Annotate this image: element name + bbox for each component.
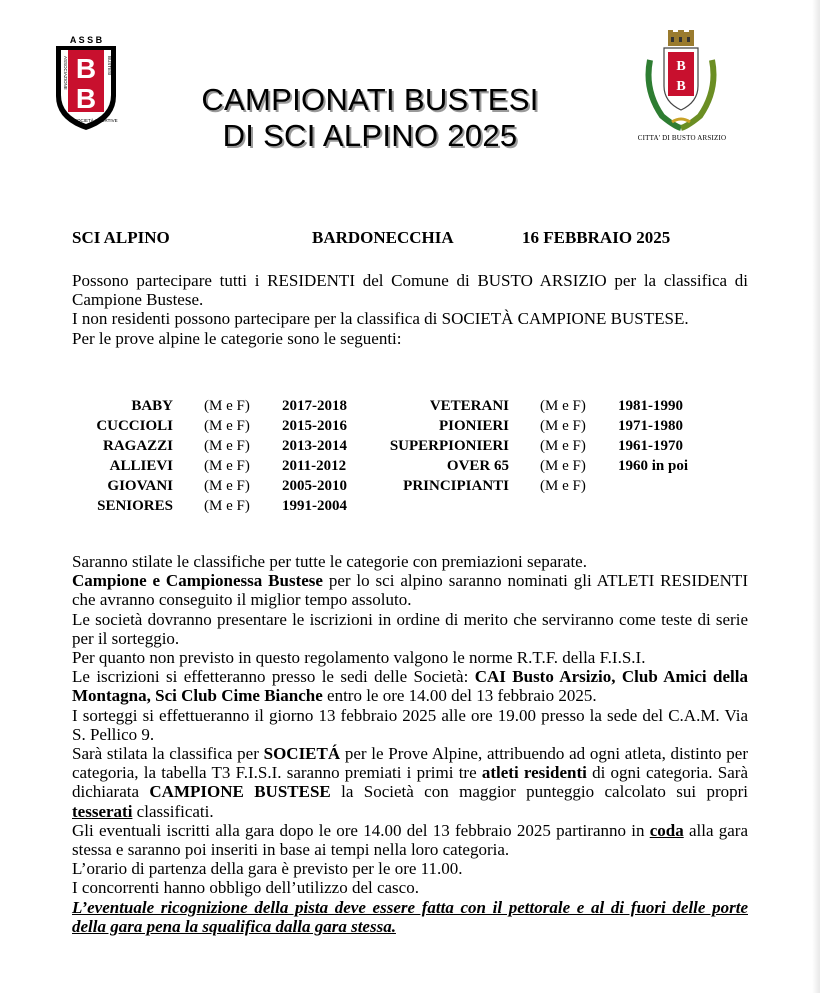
intro-line-1: Possono partecipare tutti i RESIDENTI del Comune di BUSTO ARSIZIO per la classifica di Campione Bustese. — [72, 271, 748, 310]
rule-7-text-c: di ogni categoria. Sarà dichiarata — [72, 763, 748, 802]
rule-2-text: per lo sci alpino saranno nominati gli ATLETI RESIDENTI che avranno conseguito il miglior tempo assoluto. — [72, 571, 748, 610]
category-gender-left — [204, 396, 250, 516]
category-gender: (M e F) — [204, 498, 250, 514]
busto-arsizio-crest — [640, 30, 722, 148]
rule-8-bold: coda — [649, 820, 684, 840]
category-gender: (M e F) — [204, 458, 250, 474]
category-gender: (M e F) — [540, 438, 586, 454]
rule-5 — [72, 667, 748, 705]
discipline-label: SCI ALPINO — [72, 228, 170, 247]
intro-line-2: I non residenti possono partecipare per la classifica di SOCIETÀ CAMPIONE BUSTESE. — [72, 309, 689, 329]
category-names-left — [80, 396, 173, 516]
category-name: PIONIERI — [438, 418, 509, 434]
category-years: 2015-2016 — [282, 418, 347, 434]
rule-2-bold: Campione e Campionessa Bustese — [72, 571, 323, 591]
rule-2 — [72, 571, 748, 609]
intro-paragraph — [72, 271, 748, 348]
category-name: PRINCIPIANTI — [403, 478, 509, 494]
city-caption: CITTA' DI BUSTO ARSIZIO — [637, 134, 727, 142]
date-label: 16 FEBBRAIO 2025 — [522, 228, 671, 247]
category-years-left — [282, 396, 347, 516]
svg-text:B: B — [75, 53, 97, 84]
rule-7-bold-4: tesserati — [72, 801, 133, 821]
category-name: OVER 65 — [446, 458, 509, 474]
category-name: GIOVANI — [107, 478, 173, 494]
category-gender: (M e F) — [540, 398, 586, 414]
rule-7-bold-2: atleti residenti — [481, 763, 587, 783]
svg-text:B: B — [75, 83, 97, 114]
rule-7-text-e: classificati. — [132, 801, 214, 821]
category-years: 2017-2018 — [282, 398, 347, 414]
rule-3: Le società dovranno presentare le iscrizioni in ordine di merito che serviranno come teste di serie per il sorteggio. — [72, 609, 748, 648]
category-name: CUCCIOLI — [96, 418, 173, 434]
rule-8 — [72, 821, 748, 859]
category-years: 2013-2014 — [282, 438, 347, 454]
category-years — [618, 476, 688, 496]
category-name: ALLIEVI — [109, 458, 173, 474]
location-label: BARDONECCHIA — [312, 228, 454, 247]
rule-9: L’orario di partenza della gara è previsto per le ore 11.00. — [72, 859, 463, 879]
rule-8-text-a: Gli eventuali iscritti alla gara dopo le ore 14.00 del 13 febbraio 2025 partiranno in — [72, 820, 650, 840]
rule-5-clubs: CAI Busto Arsizio, Club Amici della Montagna, Sci Club Cime Bianche — [72, 667, 748, 706]
category-years: 2005-2010 — [282, 478, 347, 494]
category-years: 1981-1990 — [618, 398, 683, 414]
rule-5-text-b: entro le ore 14.00 del 13 febbraio 2025. — [322, 686, 597, 706]
rule-7-bold-3: CAMPIONE BUSTESE — [149, 782, 331, 802]
category-name: SUPERPIONIERI — [389, 438, 509, 454]
category-name: SENIORES — [97, 498, 173, 514]
rule-6: I sorteggi si effettueranno il giorno 13 febbraio 2025 alle ore 19.00 presso la sede del C.A.M. Via S. Pellico 9. — [72, 705, 748, 744]
category-name: RAGAZZI — [102, 438, 173, 454]
page-title — [165, 82, 575, 154]
rule-1: Saranno stilate le classifiche per tutte le categorie con premiazioni separate. — [72, 552, 587, 571]
category-years: 1961-1970 — [618, 438, 683, 454]
rule-7-bold-1: SOCIETÁ — [263, 744, 341, 764]
assb-letters: A S S B — [69, 35, 103, 45]
category-gender: (M e F) — [540, 478, 586, 494]
page-edge-shadow — [812, 0, 820, 993]
rule-11: L’eventuale ricognizione della pista deve essere fatta con il pettorale e al di fuori delle porte della gara pena la squalifica dalla gara stessa. — [72, 897, 748, 936]
category-names-right — [370, 396, 509, 496]
rule-8-text-b: alla gara stessa e saranno poi inseriti in base ai tempi nella loro categoria. — [72, 820, 749, 860]
category-years: 1960 in poi — [618, 458, 689, 474]
assb-logo — [48, 34, 124, 132]
category-years: 1991-2004 — [282, 498, 347, 514]
rule-7 — [72, 744, 748, 821]
category-name: BABY — [131, 398, 173, 414]
category-name: VETERANI — [429, 398, 509, 414]
category-gender: (M e F) — [204, 418, 250, 434]
intro-line-3: Per le prove alpine le categorie sono le seguenti: — [72, 328, 402, 348]
category-years: 2011-2012 — [282, 458, 347, 474]
svg-text:SOCIETÀ SPORTIVE: SOCIETÀ SPORTIVE — [74, 118, 118, 123]
category-gender-right — [540, 396, 586, 496]
rules-section — [72, 552, 748, 936]
rule-4: Per quanto non previsto in questo regolamento valgono le norme R.T.F. della F.I.S.I. — [72, 648, 646, 668]
svg-text:B: B — [676, 59, 686, 74]
title-line-2: DI SCI ALPINO 2025 — [222, 118, 518, 153]
category-gender: (M e F) — [204, 478, 250, 494]
rule-7-text-b: per le Prove Alpine, attribuendo ad ogni atleta, distinto per categoria, la tabella T3 F.I.S.I. saranno premiati i primi tre — [72, 744, 748, 783]
rule-5-text-a: Le iscrizioni si effetteranno presso le sedi delle Società: — [72, 667, 475, 687]
svg-text:BUSTESI: BUSTESI — [107, 56, 112, 76]
rule-7-text-a: Sarà stilata la classifica per — [72, 744, 264, 764]
category-years-right — [618, 396, 688, 496]
svg-text:B: B — [676, 79, 686, 94]
category-gender: (M e F) — [204, 398, 250, 414]
svg-text:ASSOCIAZIONE: ASSOCIAZIONE — [63, 56, 68, 90]
title-line-1: CAMPIONATI BUSTESI — [201, 82, 539, 117]
category-gender: (M e F) — [540, 418, 586, 434]
category-years: 1971-1980 — [618, 418, 683, 434]
rule-7-text-d: la Società con maggior punteggio calcolato sui propri — [330, 782, 748, 802]
category-gender: (M e F) — [540, 458, 586, 474]
rule-10: I concorrenti hanno obbligo dell’utilizzo del casco. — [72, 878, 419, 898]
category-gender: (M e F) — [204, 438, 250, 454]
